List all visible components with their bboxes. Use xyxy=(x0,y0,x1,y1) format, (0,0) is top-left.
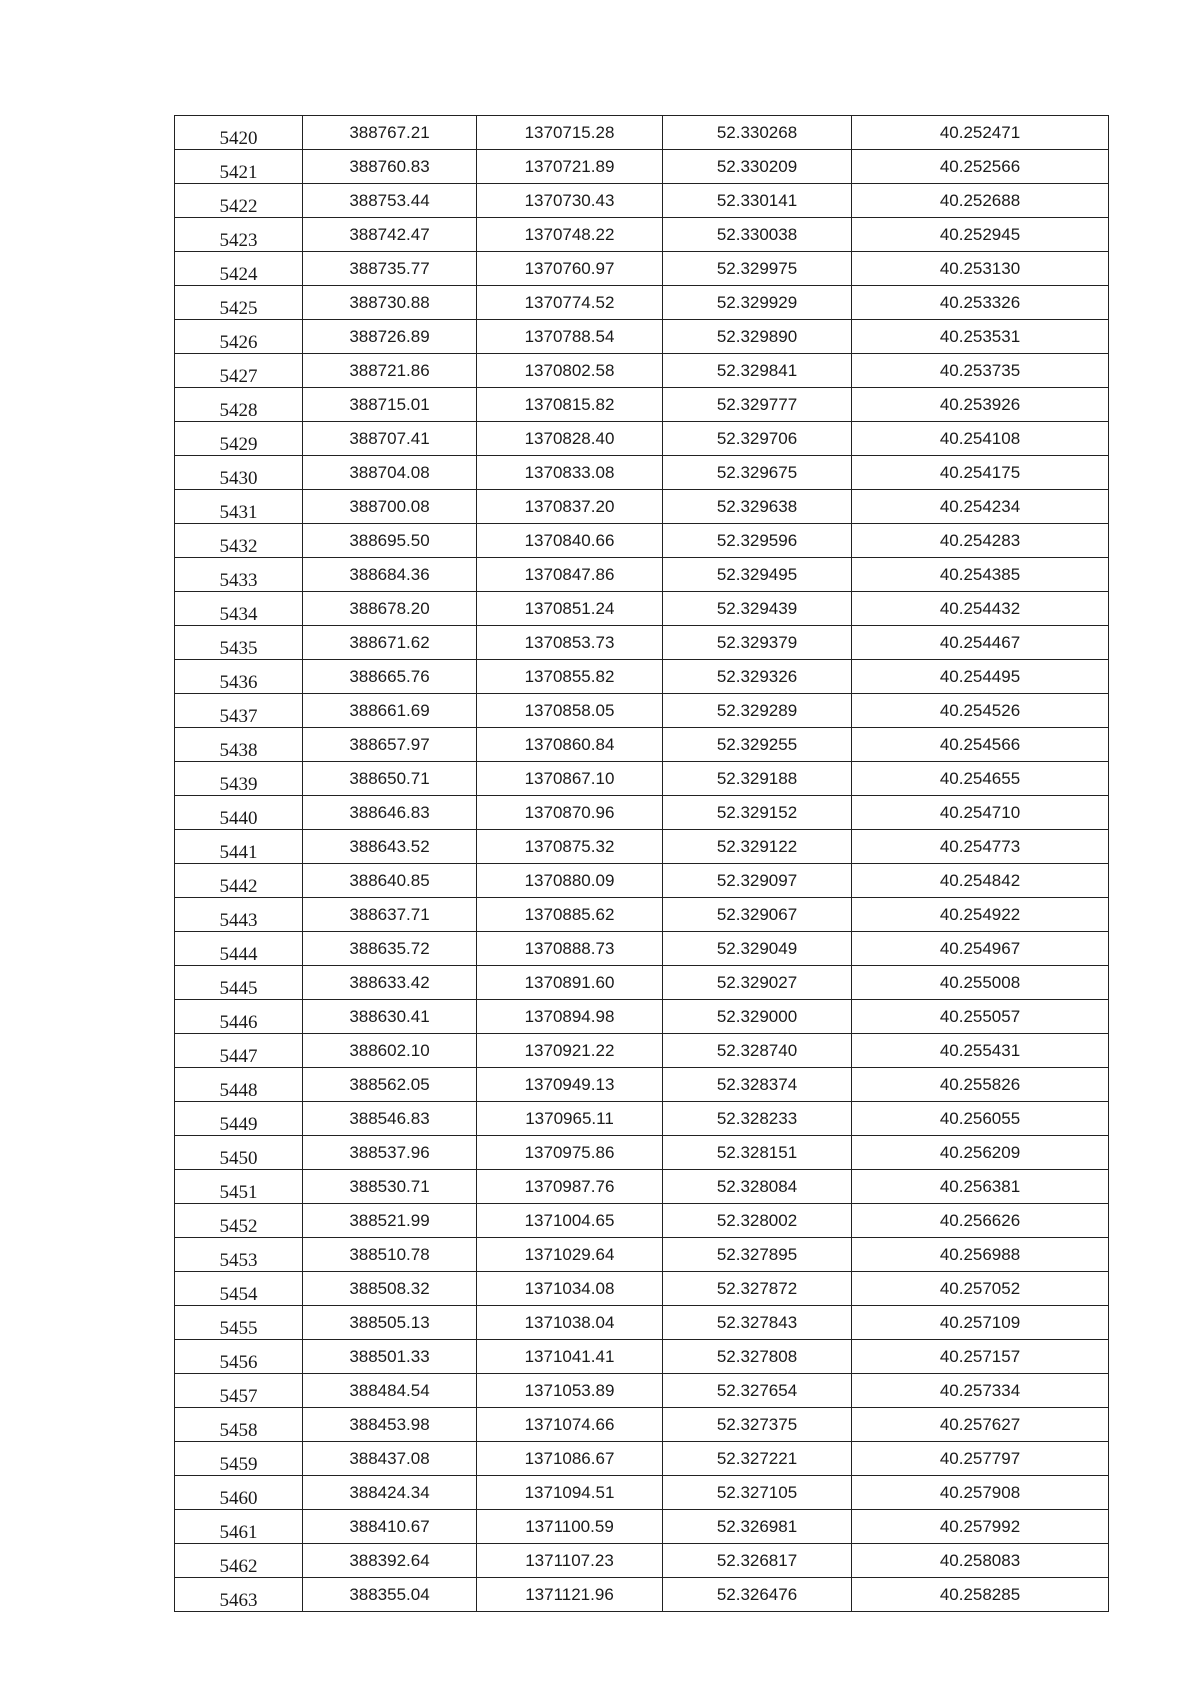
y-coordinate-cell: 1370815.82 xyxy=(477,388,663,422)
point-number-cell: 5462 xyxy=(175,1544,303,1578)
longitude-cell: 40.254526 xyxy=(852,694,1109,728)
x-coordinate-cell: 388657.97 xyxy=(303,728,477,762)
table-row xyxy=(175,1204,1109,1238)
y-coordinate-cell: 1370949.13 xyxy=(477,1068,663,1102)
latitude-cell: 52.329675 xyxy=(663,456,852,490)
y-coordinate-cell: 1370851.24 xyxy=(477,592,663,626)
x-coordinate-cell: 388700.08 xyxy=(303,490,477,524)
longitude-cell: 40.254773 xyxy=(852,830,1109,864)
y-coordinate-cell: 1370760.97 xyxy=(477,252,663,286)
point-number-cell: 5447 xyxy=(175,1034,303,1068)
latitude-cell: 52.328151 xyxy=(663,1136,852,1170)
table-row xyxy=(175,1374,1109,1408)
table-row xyxy=(175,932,1109,966)
y-coordinate-cell: 1370855.82 xyxy=(477,660,663,694)
latitude-cell: 52.328002 xyxy=(663,1204,852,1238)
point-number-cell: 5449 xyxy=(175,1102,303,1136)
longitude-cell: 40.255057 xyxy=(852,1000,1109,1034)
table-row xyxy=(175,1272,1109,1306)
longitude-cell: 40.254566 xyxy=(852,728,1109,762)
table-row xyxy=(175,864,1109,898)
latitude-cell: 52.329495 xyxy=(663,558,852,592)
longitude-cell: 40.257052 xyxy=(852,1272,1109,1306)
latitude-cell: 52.327375 xyxy=(663,1408,852,1442)
y-coordinate-cell: 1371029.64 xyxy=(477,1238,663,1272)
point-number-cell: 5428 xyxy=(175,388,303,422)
x-coordinate-cell: 388484.54 xyxy=(303,1374,477,1408)
point-number-cell: 5453 xyxy=(175,1238,303,1272)
point-number-cell: 5446 xyxy=(175,1000,303,1034)
table-row xyxy=(175,1238,1109,1272)
table-row xyxy=(175,1102,1109,1136)
y-coordinate-cell: 1370870.96 xyxy=(477,796,663,830)
latitude-cell: 52.329067 xyxy=(663,898,852,932)
x-coordinate-cell: 388721.86 xyxy=(303,354,477,388)
x-coordinate-cell: 388742.47 xyxy=(303,218,477,252)
longitude-cell: 40.252945 xyxy=(852,218,1109,252)
table-row xyxy=(175,966,1109,1000)
point-number-cell: 5455 xyxy=(175,1306,303,1340)
latitude-cell: 52.329326 xyxy=(663,660,852,694)
point-number-cell: 5420 xyxy=(175,116,303,150)
latitude-cell: 52.327221 xyxy=(663,1442,852,1476)
point-number-cell: 5450 xyxy=(175,1136,303,1170)
x-coordinate-cell: 388671.62 xyxy=(303,626,477,660)
longitude-cell: 40.253326 xyxy=(852,286,1109,320)
latitude-cell: 52.326476 xyxy=(663,1578,852,1612)
table-row xyxy=(175,1340,1109,1374)
table-row xyxy=(175,116,1109,150)
coordinates-table xyxy=(174,115,1109,1612)
y-coordinate-cell: 1371004.65 xyxy=(477,1204,663,1238)
y-coordinate-cell: 1370721.89 xyxy=(477,150,663,184)
latitude-cell: 52.328084 xyxy=(663,1170,852,1204)
longitude-cell: 40.254108 xyxy=(852,422,1109,456)
longitude-cell: 40.254283 xyxy=(852,524,1109,558)
x-coordinate-cell: 388640.85 xyxy=(303,864,477,898)
y-coordinate-cell: 1370880.09 xyxy=(477,864,663,898)
latitude-cell: 52.328740 xyxy=(663,1034,852,1068)
table-row xyxy=(175,456,1109,490)
x-coordinate-cell: 388684.36 xyxy=(303,558,477,592)
y-coordinate-cell: 1371038.04 xyxy=(477,1306,663,1340)
latitude-cell: 52.327895 xyxy=(663,1238,852,1272)
point-number-cell: 5434 xyxy=(175,592,303,626)
longitude-cell: 40.256209 xyxy=(852,1136,1109,1170)
y-coordinate-cell: 1370975.86 xyxy=(477,1136,663,1170)
longitude-cell: 40.255008 xyxy=(852,966,1109,1000)
point-number-cell: 5442 xyxy=(175,864,303,898)
longitude-cell: 40.255826 xyxy=(852,1068,1109,1102)
longitude-cell: 40.257109 xyxy=(852,1306,1109,1340)
x-coordinate-cell: 388661.69 xyxy=(303,694,477,728)
y-coordinate-cell: 1370833.08 xyxy=(477,456,663,490)
longitude-cell: 40.254655 xyxy=(852,762,1109,796)
latitude-cell: 52.327654 xyxy=(663,1374,852,1408)
point-number-cell: 5426 xyxy=(175,320,303,354)
y-coordinate-cell: 1371094.51 xyxy=(477,1476,663,1510)
latitude-cell: 52.329841 xyxy=(663,354,852,388)
table-row xyxy=(175,660,1109,694)
latitude-cell: 52.329596 xyxy=(663,524,852,558)
longitude-cell: 40.254385 xyxy=(852,558,1109,592)
point-number-cell: 5433 xyxy=(175,558,303,592)
table-row xyxy=(175,524,1109,558)
latitude-cell: 52.327843 xyxy=(663,1306,852,1340)
latitude-cell: 52.330209 xyxy=(663,150,852,184)
longitude-cell: 40.253531 xyxy=(852,320,1109,354)
latitude-cell: 52.329152 xyxy=(663,796,852,830)
x-coordinate-cell: 388508.32 xyxy=(303,1272,477,1306)
table-row xyxy=(175,184,1109,218)
table-row xyxy=(175,218,1109,252)
longitude-cell: 40.254234 xyxy=(852,490,1109,524)
y-coordinate-cell: 1370828.40 xyxy=(477,422,663,456)
table-row xyxy=(175,320,1109,354)
y-coordinate-cell: 1371053.89 xyxy=(477,1374,663,1408)
x-coordinate-cell: 388704.08 xyxy=(303,456,477,490)
x-coordinate-cell: 388643.52 xyxy=(303,830,477,864)
table-row xyxy=(175,626,1109,660)
table-row xyxy=(175,1408,1109,1442)
x-coordinate-cell: 388678.20 xyxy=(303,592,477,626)
y-coordinate-cell: 1370921.22 xyxy=(477,1034,663,1068)
latitude-cell: 52.327808 xyxy=(663,1340,852,1374)
point-number-cell: 5456 xyxy=(175,1340,303,1374)
x-coordinate-cell: 388637.71 xyxy=(303,898,477,932)
y-coordinate-cell: 1370715.28 xyxy=(477,116,663,150)
point-number-cell: 5443 xyxy=(175,898,303,932)
latitude-cell: 52.329188 xyxy=(663,762,852,796)
y-coordinate-cell: 1370748.22 xyxy=(477,218,663,252)
longitude-cell: 40.255431 xyxy=(852,1034,1109,1068)
latitude-cell: 52.329000 xyxy=(663,1000,852,1034)
y-coordinate-cell: 1370867.10 xyxy=(477,762,663,796)
latitude-cell: 52.329122 xyxy=(663,830,852,864)
x-coordinate-cell: 388646.83 xyxy=(303,796,477,830)
table-row xyxy=(175,1442,1109,1476)
table-row xyxy=(175,592,1109,626)
longitude-cell: 40.258083 xyxy=(852,1544,1109,1578)
x-coordinate-cell: 388537.96 xyxy=(303,1136,477,1170)
point-number-cell: 5429 xyxy=(175,422,303,456)
table-row xyxy=(175,286,1109,320)
longitude-cell: 40.252471 xyxy=(852,116,1109,150)
point-number-cell: 5451 xyxy=(175,1170,303,1204)
table-row xyxy=(175,1170,1109,1204)
x-coordinate-cell: 388355.04 xyxy=(303,1578,477,1612)
y-coordinate-cell: 1371121.96 xyxy=(477,1578,663,1612)
table-row xyxy=(175,1306,1109,1340)
latitude-cell: 52.330141 xyxy=(663,184,852,218)
x-coordinate-cell: 388726.89 xyxy=(303,320,477,354)
x-coordinate-cell: 388437.08 xyxy=(303,1442,477,1476)
latitude-cell: 52.329975 xyxy=(663,252,852,286)
latitude-cell: 52.328233 xyxy=(663,1102,852,1136)
x-coordinate-cell: 388501.33 xyxy=(303,1340,477,1374)
y-coordinate-cell: 1370802.58 xyxy=(477,354,663,388)
latitude-cell: 52.329638 xyxy=(663,490,852,524)
longitude-cell: 40.253926 xyxy=(852,388,1109,422)
x-coordinate-cell: 388521.99 xyxy=(303,1204,477,1238)
table-row xyxy=(175,150,1109,184)
longitude-cell: 40.256055 xyxy=(852,1102,1109,1136)
point-number-cell: 5424 xyxy=(175,252,303,286)
x-coordinate-cell: 388635.72 xyxy=(303,932,477,966)
x-coordinate-cell: 388505.13 xyxy=(303,1306,477,1340)
point-number-cell: 5430 xyxy=(175,456,303,490)
y-coordinate-cell: 1371086.67 xyxy=(477,1442,663,1476)
latitude-cell: 52.326817 xyxy=(663,1544,852,1578)
table-row xyxy=(175,354,1109,388)
table-row xyxy=(175,490,1109,524)
longitude-cell: 40.254467 xyxy=(852,626,1109,660)
y-coordinate-cell: 1370965.11 xyxy=(477,1102,663,1136)
latitude-cell: 52.330268 xyxy=(663,116,852,150)
y-coordinate-cell: 1370891.60 xyxy=(477,966,663,1000)
point-number-cell: 5441 xyxy=(175,830,303,864)
latitude-cell: 52.329027 xyxy=(663,966,852,1000)
y-coordinate-cell: 1370875.32 xyxy=(477,830,663,864)
table-row xyxy=(175,1000,1109,1034)
table-row xyxy=(175,796,1109,830)
table-row xyxy=(175,1034,1109,1068)
longitude-cell: 40.257797 xyxy=(852,1442,1109,1476)
latitude-cell: 52.327872 xyxy=(663,1272,852,1306)
latitude-cell: 52.329890 xyxy=(663,320,852,354)
x-coordinate-cell: 388707.41 xyxy=(303,422,477,456)
table-row xyxy=(175,898,1109,932)
x-coordinate-cell: 388602.10 xyxy=(303,1034,477,1068)
x-coordinate-cell: 388392.64 xyxy=(303,1544,477,1578)
x-coordinate-cell: 388650.71 xyxy=(303,762,477,796)
longitude-cell: 40.256626 xyxy=(852,1204,1109,1238)
latitude-cell: 52.329255 xyxy=(663,728,852,762)
table-row xyxy=(175,1544,1109,1578)
x-coordinate-cell: 388665.76 xyxy=(303,660,477,694)
x-coordinate-cell: 388735.77 xyxy=(303,252,477,286)
table-row xyxy=(175,830,1109,864)
x-coordinate-cell: 388767.21 xyxy=(303,116,477,150)
y-coordinate-cell: 1370987.76 xyxy=(477,1170,663,1204)
y-coordinate-cell: 1370888.73 xyxy=(477,932,663,966)
longitude-cell: 40.254495 xyxy=(852,660,1109,694)
table-row xyxy=(175,422,1109,456)
x-coordinate-cell: 388633.42 xyxy=(303,966,477,1000)
y-coordinate-cell: 1371107.23 xyxy=(477,1544,663,1578)
latitude-cell: 52.329289 xyxy=(663,694,852,728)
point-number-cell: 5423 xyxy=(175,218,303,252)
point-number-cell: 5459 xyxy=(175,1442,303,1476)
point-number-cell: 5458 xyxy=(175,1408,303,1442)
y-coordinate-cell: 1370774.52 xyxy=(477,286,663,320)
point-number-cell: 5463 xyxy=(175,1578,303,1612)
latitude-cell: 52.328374 xyxy=(663,1068,852,1102)
point-number-cell: 5461 xyxy=(175,1510,303,1544)
table-row xyxy=(175,252,1109,286)
x-coordinate-cell: 388424.34 xyxy=(303,1476,477,1510)
longitude-cell: 40.253130 xyxy=(852,252,1109,286)
y-coordinate-cell: 1370858.05 xyxy=(477,694,663,728)
longitude-cell: 40.257908 xyxy=(852,1476,1109,1510)
latitude-cell: 52.330038 xyxy=(663,218,852,252)
longitude-cell: 40.254432 xyxy=(852,592,1109,626)
y-coordinate-cell: 1370730.43 xyxy=(477,184,663,218)
x-coordinate-cell: 388453.98 xyxy=(303,1408,477,1442)
table-row xyxy=(175,1068,1109,1102)
x-coordinate-cell: 388562.05 xyxy=(303,1068,477,1102)
point-number-cell: 5440 xyxy=(175,796,303,830)
table-body xyxy=(175,116,1109,1612)
point-number-cell: 5425 xyxy=(175,286,303,320)
latitude-cell: 52.326981 xyxy=(663,1510,852,1544)
x-coordinate-cell: 388760.83 xyxy=(303,150,477,184)
point-number-cell: 5422 xyxy=(175,184,303,218)
x-coordinate-cell: 388630.41 xyxy=(303,1000,477,1034)
longitude-cell: 40.253735 xyxy=(852,354,1109,388)
longitude-cell: 40.254842 xyxy=(852,864,1109,898)
table-row xyxy=(175,1476,1109,1510)
point-number-cell: 5437 xyxy=(175,694,303,728)
latitude-cell: 52.329049 xyxy=(663,932,852,966)
point-number-cell: 5448 xyxy=(175,1068,303,1102)
x-coordinate-cell: 388753.44 xyxy=(303,184,477,218)
table-row xyxy=(175,762,1109,796)
y-coordinate-cell: 1370840.66 xyxy=(477,524,663,558)
longitude-cell: 40.257157 xyxy=(852,1340,1109,1374)
x-coordinate-cell: 388410.67 xyxy=(303,1510,477,1544)
table-row xyxy=(175,1578,1109,1612)
y-coordinate-cell: 1370894.98 xyxy=(477,1000,663,1034)
y-coordinate-cell: 1371074.66 xyxy=(477,1408,663,1442)
x-coordinate-cell: 388530.71 xyxy=(303,1170,477,1204)
y-coordinate-cell: 1370860.84 xyxy=(477,728,663,762)
longitude-cell: 40.256381 xyxy=(852,1170,1109,1204)
latitude-cell: 52.329379 xyxy=(663,626,852,660)
point-number-cell: 5444 xyxy=(175,932,303,966)
latitude-cell: 52.327105 xyxy=(663,1476,852,1510)
table-row xyxy=(175,558,1109,592)
latitude-cell: 52.329706 xyxy=(663,422,852,456)
y-coordinate-cell: 1370837.20 xyxy=(477,490,663,524)
x-coordinate-cell: 388510.78 xyxy=(303,1238,477,1272)
point-number-cell: 5439 xyxy=(175,762,303,796)
x-coordinate-cell: 388715.01 xyxy=(303,388,477,422)
longitude-cell: 40.254967 xyxy=(852,932,1109,966)
y-coordinate-cell: 1370853.73 xyxy=(477,626,663,660)
longitude-cell: 40.258285 xyxy=(852,1578,1109,1612)
table-row xyxy=(175,728,1109,762)
point-number-cell: 5457 xyxy=(175,1374,303,1408)
table-row xyxy=(175,388,1109,422)
longitude-cell: 40.254710 xyxy=(852,796,1109,830)
table-row xyxy=(175,1510,1109,1544)
y-coordinate-cell: 1370885.62 xyxy=(477,898,663,932)
longitude-cell: 40.256988 xyxy=(852,1238,1109,1272)
longitude-cell: 40.257992 xyxy=(852,1510,1109,1544)
longitude-cell: 40.257627 xyxy=(852,1408,1109,1442)
y-coordinate-cell: 1371041.41 xyxy=(477,1340,663,1374)
y-coordinate-cell: 1371034.08 xyxy=(477,1272,663,1306)
point-number-cell: 5445 xyxy=(175,966,303,1000)
longitude-cell: 40.254922 xyxy=(852,898,1109,932)
y-coordinate-cell: 1371100.59 xyxy=(477,1510,663,1544)
point-number-cell: 5431 xyxy=(175,490,303,524)
longitude-cell: 40.252566 xyxy=(852,150,1109,184)
latitude-cell: 52.329439 xyxy=(663,592,852,626)
latitude-cell: 52.329929 xyxy=(663,286,852,320)
point-number-cell: 5452 xyxy=(175,1204,303,1238)
point-number-cell: 5454 xyxy=(175,1272,303,1306)
x-coordinate-cell: 388546.83 xyxy=(303,1102,477,1136)
y-coordinate-cell: 1370847.86 xyxy=(477,558,663,592)
point-number-cell: 5421 xyxy=(175,150,303,184)
point-number-cell: 5460 xyxy=(175,1476,303,1510)
y-coordinate-cell: 1370788.54 xyxy=(477,320,663,354)
longitude-cell: 40.254175 xyxy=(852,456,1109,490)
longitude-cell: 40.252688 xyxy=(852,184,1109,218)
latitude-cell: 52.329777 xyxy=(663,388,852,422)
point-number-cell: 5432 xyxy=(175,524,303,558)
point-number-cell: 5435 xyxy=(175,626,303,660)
point-number-cell: 5436 xyxy=(175,660,303,694)
point-number-cell: 5427 xyxy=(175,354,303,388)
table-row xyxy=(175,1136,1109,1170)
point-number-cell: 5438 xyxy=(175,728,303,762)
latitude-cell: 52.329097 xyxy=(663,864,852,898)
x-coordinate-cell: 388730.88 xyxy=(303,286,477,320)
x-coordinate-cell: 388695.50 xyxy=(303,524,477,558)
longitude-cell: 40.257334 xyxy=(852,1374,1109,1408)
table-row xyxy=(175,694,1109,728)
